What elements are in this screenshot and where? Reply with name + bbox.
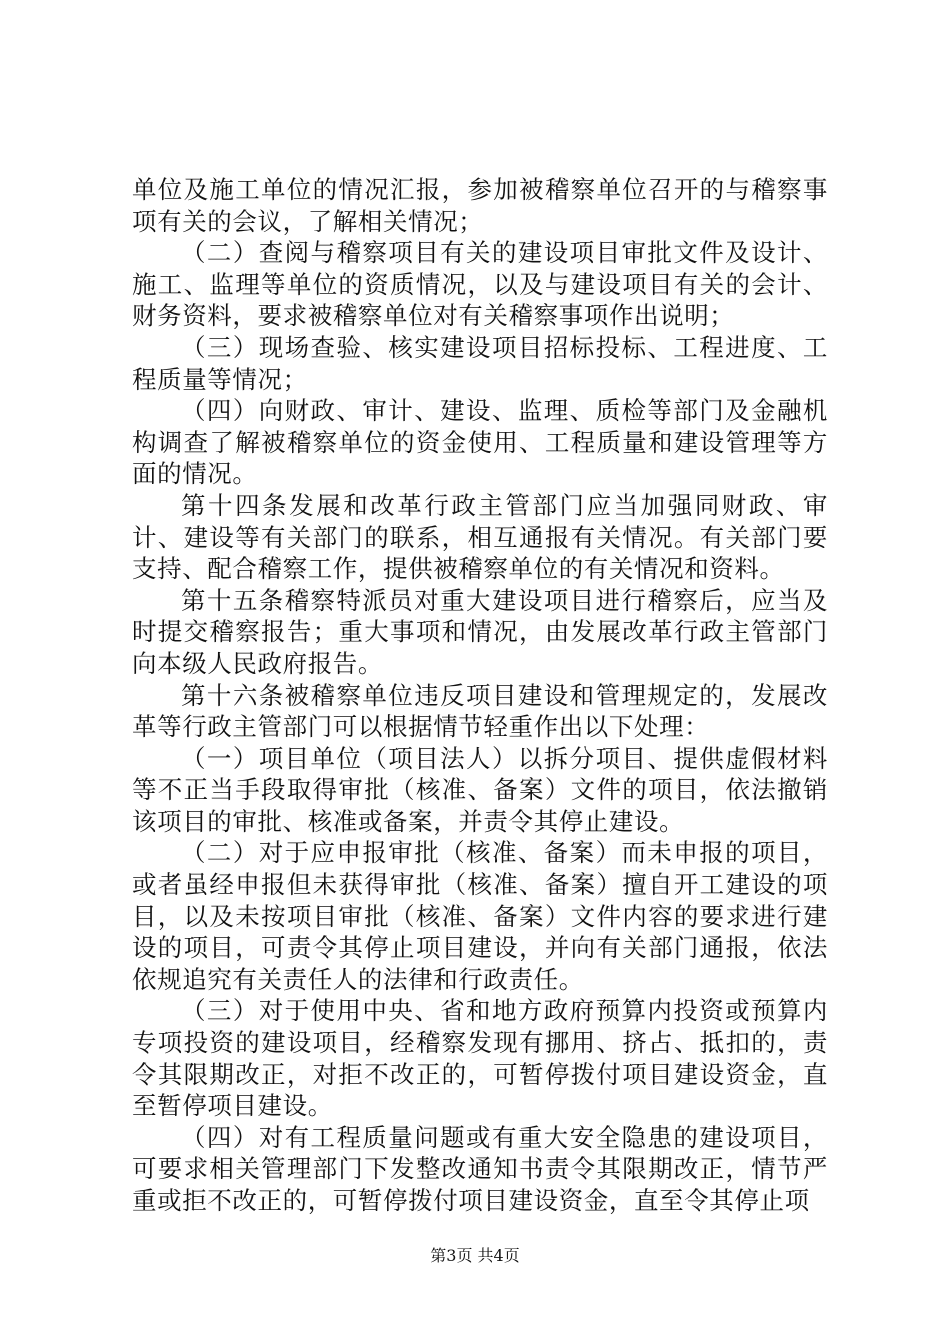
paragraph: 第十五条稽察特派员对重大建设项目进行稽察后，应当及时提交稽察报告；重大事项和情况，由发展改革行政主管部门向本级人民政府报告。 <box>132 585 828 678</box>
paragraph: 第十四条发展和改革行政主管部门应当加强同财政、审计、建设等有关部门的联系，相互通报有关情况。有关部门要支持、配合稽察工作，提供被稽察单位的有关情况和资料。 <box>132 490 828 584</box>
paragraph: （一）项目单位（项目法人）以拆分项目、提供虚假材料等不正当手段取得审批（核准、备案）文件的项目，依法撤销该项目的审批、核准或备案，并责令其停止建设。 <box>132 743 828 836</box>
paragraph: （二）查阅与稽察项目有关的建设项目审批文件及设计、施工、监理等单位的资质情况，以及与建设项目有关的会计、财务资料，要求被稽察单位对有关稽察事项作出说明； <box>132 238 828 331</box>
page-number-footer: 第3页 共4页 <box>430 1246 520 1265</box>
paragraph: 单位及施工单位的情况汇报，参加被稽察单位召开的与稽察事项有关的会议，了解相关情况； <box>132 175 828 236</box>
paragraph: （三）现场查验、核实建设项目招标投标、工程进度、工程质量等情况； <box>132 332 828 394</box>
paragraph: 第十六条被稽察单位违反项目建设和管理规定的，发展改革等行政主管部门可以根据情节轻重作出以下处理： <box>132 680 828 742</box>
paragraph: （四）对有工程质量问题或有重大安全隐患的建设项目，可要求相关管理部门下发整改通知书责令其限期改正，情节严重或拒不改正的，可暂停拨付项目建设资金，直至令其停止项 <box>132 1122 828 1215</box>
document-body <box>132 174 828 1217</box>
paragraph: （三）对于使用中央、省和地方政府预算内投资或预算内专项投资的建设项目，经稽察发现有挪用、挤占、抵扣的，责令其限期改正，对拒不改正的，可暂停拨付项目建设资金，直至暂停项目建设。 <box>132 996 828 1121</box>
paragraph: （二）对于应申报审批（核准、备案）而未申报的项目，或者虽经申报但未获得审批（核准、备案）擅自开工建设的项目，以及未按项目审批（核准、备案）文件内容的要求进行建设的项目，可责令其停止项目建设，并向有关部门通报，依法依规追究有关责任人的法律和行政责任。 <box>132 838 828 994</box>
paragraph: （四）向财政、审计、建设、监理、质检等部门及金融机构调查了解被稽察单位的资金使用、工程质量和建设管理等方面的情况。 <box>132 396 828 489</box>
